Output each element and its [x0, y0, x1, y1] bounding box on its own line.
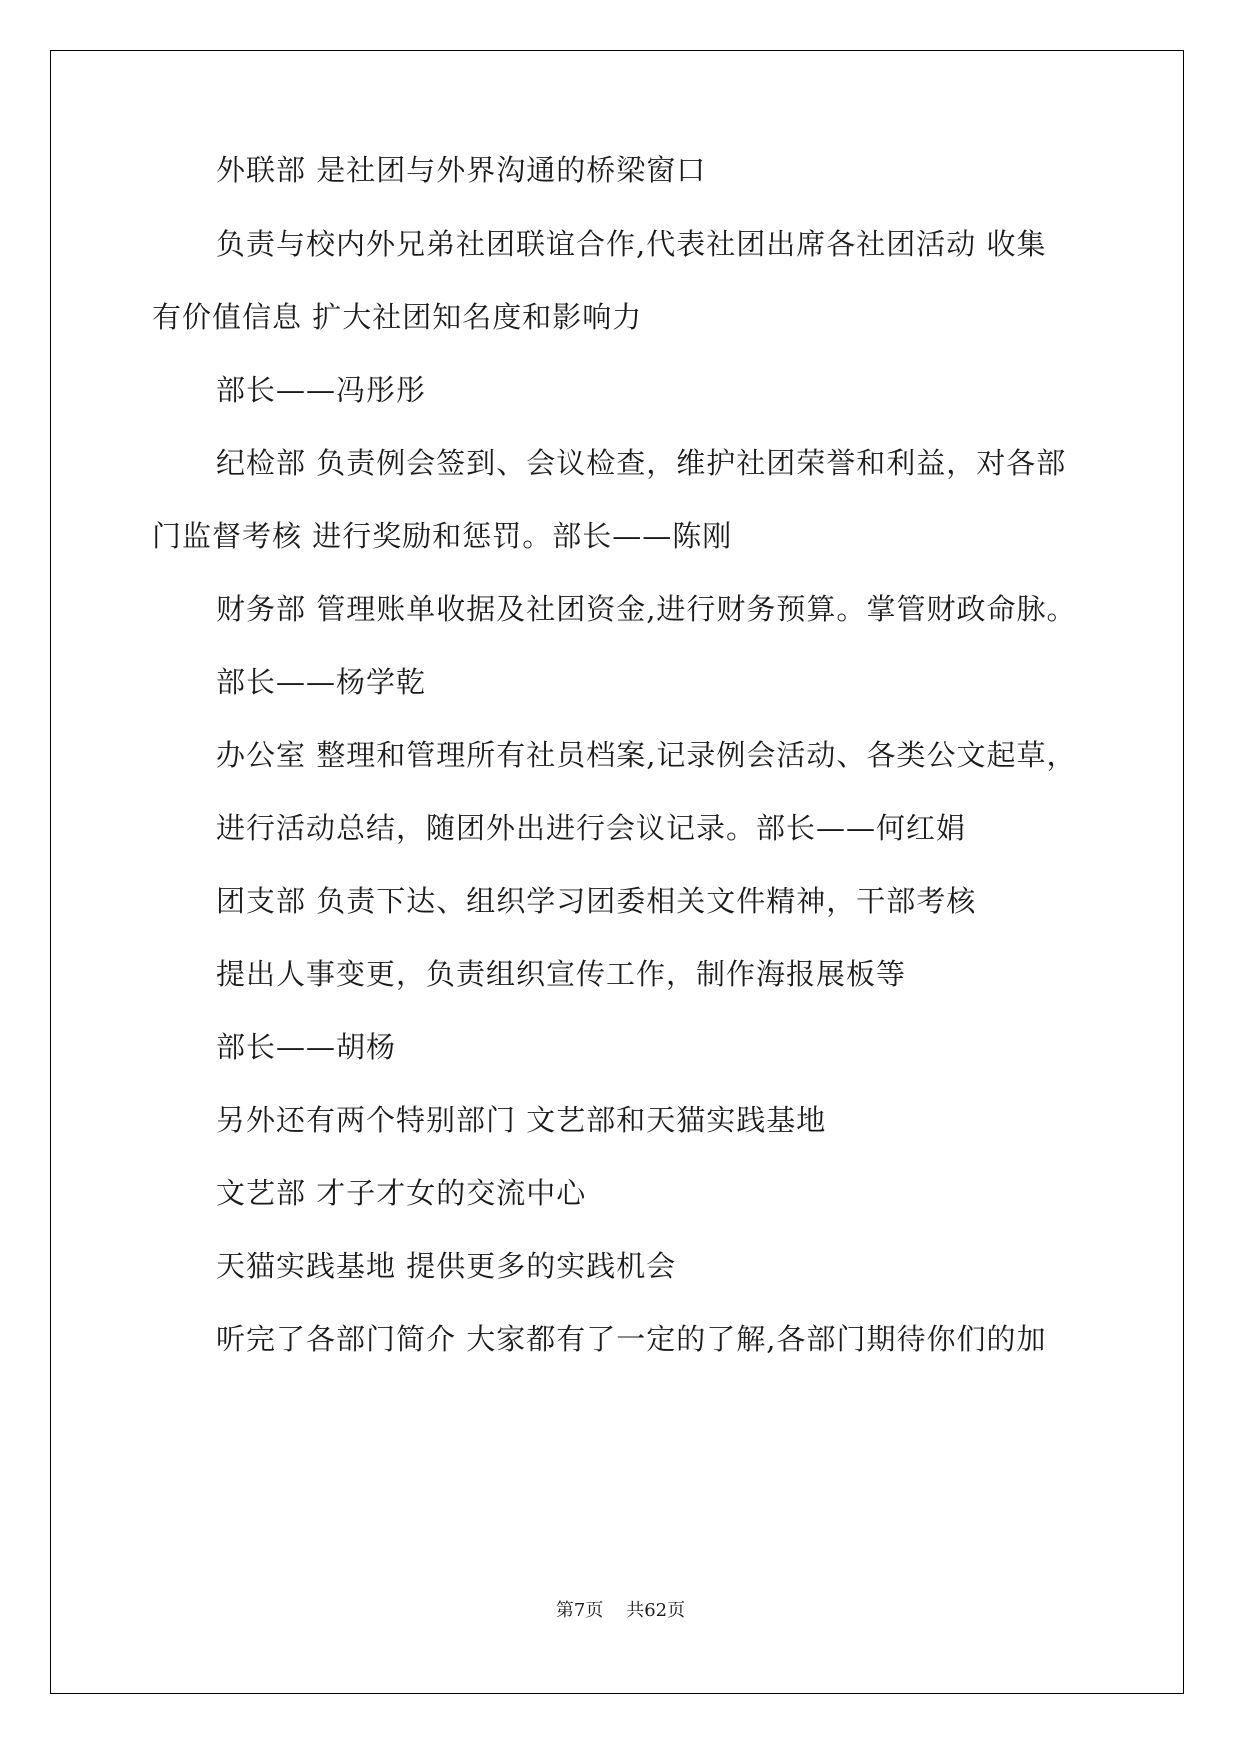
paragraph-line: 部长——冯彤彤 — [216, 373, 427, 407]
paragraph-line: 团支部 负责下达、组织学习团委相关文件精神，干部考核 — [216, 884, 977, 918]
paragraph-line: 办公室 整理和管理所有社员档案,记录例会活动、各类公文起草， — [216, 738, 1077, 772]
page-number: 第7页 — [555, 1600, 604, 1621]
paragraph-line: 文艺部 才子才女的交流中心 — [216, 1176, 587, 1210]
paragraph-line: 进行活动总结，随团外出进行会议记录。部长——何红娟 — [216, 811, 967, 845]
paragraph-line: 另外还有两个特别部门 文艺部和天猫实践基地 — [216, 1103, 827, 1137]
paragraph-line: 负责与校内外兄弟社团联谊合作,代表社团出席各社团活动 收集 — [216, 227, 1047, 261]
page-border — [50, 50, 1184, 1694]
paragraph-line: 部长——杨学乾 — [216, 665, 427, 699]
paragraph-line: 提出人事变更，负责组织宣传工作，制作海报展板等 — [216, 957, 907, 991]
page-total: 共62页 — [626, 1600, 686, 1621]
paragraph-line: 部长——胡杨 — [216, 1030, 397, 1064]
paragraph-line: 财务部 管理账单收据及社团资金,进行财务预算。掌管财政命脉。 — [216, 592, 1077, 626]
paragraph-line: 有价值信息 扩大社团知名度和影响力 — [152, 300, 643, 334]
paragraph-line: 外联部 是社团与外界沟通的桥梁窗口 — [216, 153, 707, 187]
page-footer — [0, 1596, 1241, 1622]
paragraph-line: 天猫实践基地 提供更多的实践机会 — [216, 1249, 677, 1283]
paragraph-line: 听完了各部门简介 大家都有了一定的了解,各部门期待你们的加 — [216, 1322, 1047, 1356]
paragraph-line: 纪检部 负责例会签到、会议检查，维护社团荣誉和利益，对各部 — [216, 446, 1067, 480]
paragraph-line: 门监督考核 进行奖励和惩罚。部长——陈刚 — [152, 519, 733, 553]
